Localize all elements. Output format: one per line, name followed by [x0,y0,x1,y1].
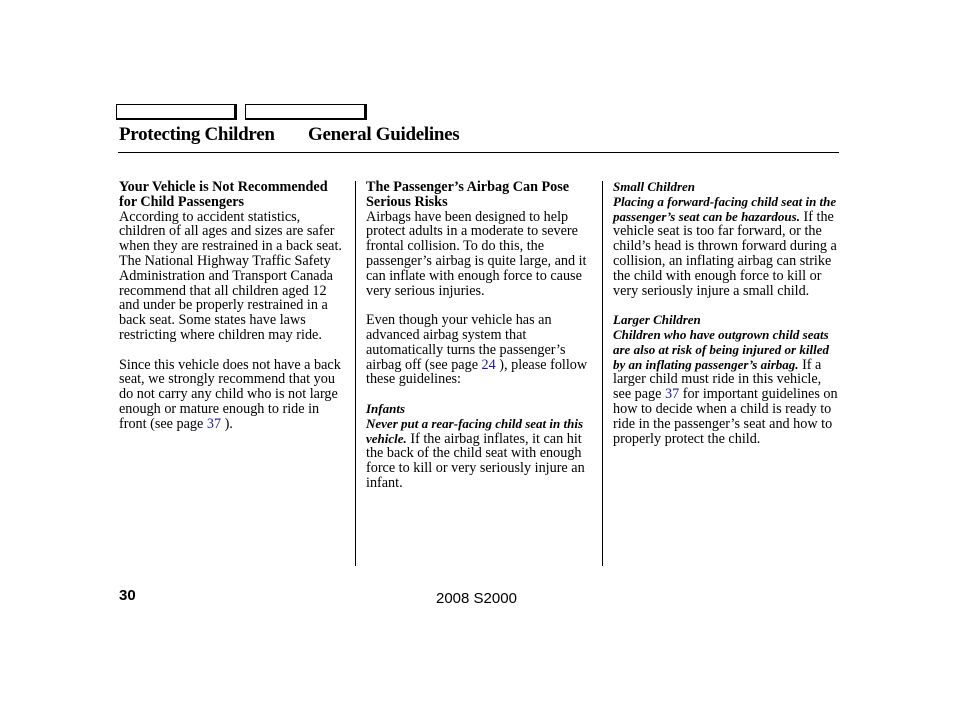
paragraph-larger-children [613,328,841,446]
paragraph-text: ), please follow these guidelines: [366,356,588,388]
previous-page-button[interactable] [116,104,237,120]
heading-child-passengers: Your Vehicle is Not Recommended for Child Passengers [119,179,328,210]
page-37-link[interactable]: 37 [206,415,222,432]
warning-text: Children who have outgrown child seats are also at risk of being injured or killed by an inflating passenger’s airbag. [613,326,829,372]
paragraph-advanced-airbag [366,313,594,387]
column-children-guidelines [613,180,841,446]
header-divider [118,152,839,153]
paragraph-small-children [613,195,841,299]
paragraph-text: Even though your vehicle has an advanced airbag system that automatically turns the passenger’s airbag off (see page [366,312,566,373]
subheading-small-children: Small Children [613,179,695,194]
paragraph-text: Since this vehicle does not have a back seat, we strongly recommend that you do not carry any child who is not large enough or mature enough to ride in front (see page [119,356,341,432]
paragraph-text: If the airbag inflates, it can hit the back of the child seat with enough force to kill or very seriously injure an infant. [366,430,585,491]
page-number: 30 [119,587,136,604]
subheading-infants: Infants [366,400,406,416]
paragraph-text: ). [221,415,233,432]
column-divider [602,181,603,566]
page-24-link[interactable]: 24 [481,356,496,373]
column-divider [355,181,356,566]
subheading-larger-children: Larger Children [613,312,701,328]
warning-text: Never put a rear-facing child seat in this vehicle. [366,415,584,446]
paragraph-airbag-design: Airbags have been designed to help protect adults in a moderate to severe frontal collision. To do this, the passenger’s airbag is quite large, and it can inflate with enough force to cause very serious injuries. [366,208,587,299]
column-child-passengers [119,180,345,432]
warning-text: Placing a forward-facing child seat in the passenger’s seat can be hazardous. [613,193,837,224]
section-title: Protecting Children [119,124,275,145]
paragraph-infants [366,417,594,491]
footer-model: 2008 S2000 [436,590,517,607]
subsection-title: General Guidelines [308,124,460,145]
paragraph-accident-statistics: According to accident statistics, children of all ages and sizes are safer when they are restrained in a back seat. The National Highway Traffic Safety Administration and Transport Canada recommend that all children aged 12 and under be properly restrained in a back seat. Some states have laws restricting where children may ride. [119,208,342,343]
column-airbag-risks [366,180,594,491]
next-page-button[interactable] [245,104,367,120]
page-37-link[interactable]: 37 [665,386,680,403]
heading-airbag-risks: The Passenger’s Airbag Can Pose Serious Risks [366,179,570,210]
paragraph-text: for important guidelines on how to decide when a child is ready to ride in the passenger’s seat and how to properly protect the child. [613,386,838,447]
paragraph-no-back-seat [119,358,345,432]
paragraph-text: If a larger child must ride in this vehicle, see page [613,356,822,403]
paragraph-text: If the vehicle seat is too far forward, or the child’s head is thrown forward during a collision, an inflating airbag can strike the child with enough force to kill or very seriously injure a small child. [613,208,837,299]
